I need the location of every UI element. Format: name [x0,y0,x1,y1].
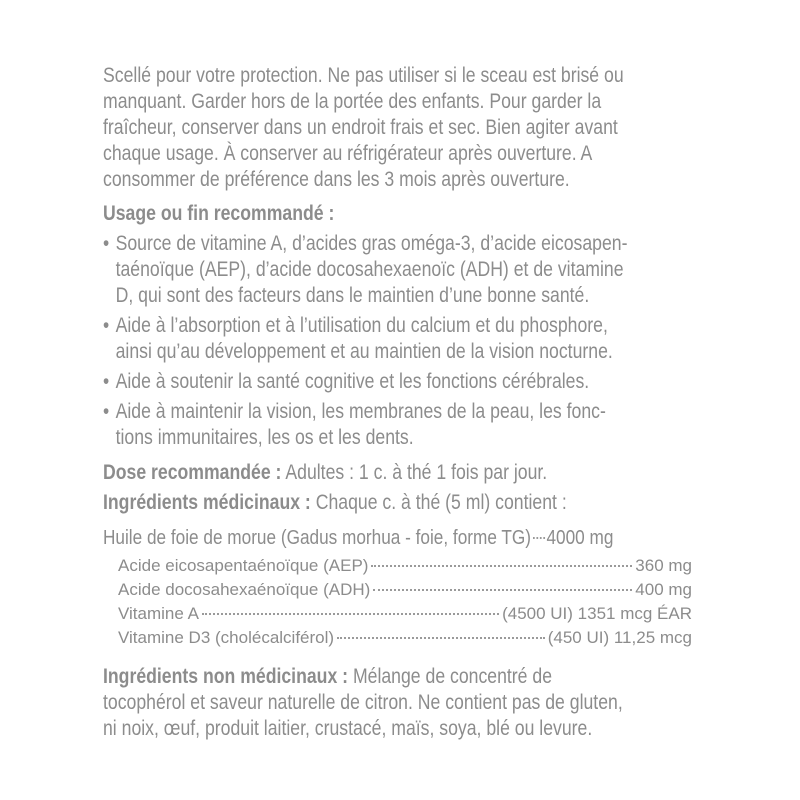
bullet-line: Aide à soutenir la santé cognitive et les fonctions cérébrales. [115,370,590,393]
dose-line [103,460,607,486]
warning-line: manquant. Garder hors de la portée des enfants. Pour garder la [103,90,602,113]
dot-leader [533,537,545,539]
dot-leader [337,637,545,639]
bullet-icon: • [103,370,110,393]
non-medicinal-line: ni noix, œuf, produit laitier, crustacé, maïs, soya, blé ou levure. [103,717,593,740]
bullet-icon: • [103,232,110,255]
main-ingredient-name: Huile de foie de morue (Gadus morhua - foie, forme TG) [103,527,531,549]
sub-ingredient-name: Acide eicosapentaénoïque (AEP) [118,556,369,575]
non-medicinal-text: Mélange de concentré de [352,665,553,688]
main-ingredient-row [103,525,693,551]
bullet-line: Source de vitamine A, d’acides gras oméga-3, d’acide eicosapen- [115,232,628,255]
bullet-line: Aide à maintenir la vision, les membranes de la peau, les fonc- [115,400,606,423]
medicinal-line [103,490,607,516]
sub-ingredient-row [118,555,692,577]
sub-ingredient-amount: (450 UI) 11,25 mcg [547,628,692,647]
medicinal-heading: Ingrédients médicinaux : [103,491,311,514]
usage-bullet [103,231,628,309]
sub-ingredient-row [118,579,692,601]
sub-ingredient-amount: 360 mg [635,556,692,575]
warning-paragraph [103,63,624,193]
bullet-line: Aide à l’absorption et à l’utilisation du calcium et du phosphore, [115,314,608,337]
non-medicinal-paragraph [103,664,623,742]
non-medicinal-heading: Ingrédients non médicinaux : [103,665,349,688]
bullet-line: taénoïque (AEP), d’acide docosahexaenoïc (ADH) et de vitamine [115,258,624,281]
bullet-line: D, qui sont des facteurs dans le maintien d’une bonne santé. [115,284,590,307]
sub-ingredient-name: Vitamine A [118,604,199,623]
dot-leader [202,613,499,615]
non-medicinal-line [103,664,607,690]
dose-heading: Dose recommandée : [103,461,282,484]
main-ingredient-amount: 4000 mg [546,527,614,549]
usage-heading: Usage ou fin recommandé : [103,202,335,225]
sub-ingredient-row [118,603,692,625]
bullet-line: tions immunitaires, les os et les dents. [115,426,414,449]
sub-ingredient-name: Vitamine D3 (cholécalciférol) [118,628,335,647]
warning-line: fraîcheur, conserver dans un endroit frais et sec. Bien agiter avant [103,116,618,139]
usage-bullet [103,399,607,451]
warning-line: consommer de préférence dans les 3 mois après ouverture. [103,168,570,191]
sub-ingredient-name: Acide docosahexaénoïque (ADH) [118,580,371,599]
usage-bullet [103,313,613,365]
usage-bullet-list [103,231,628,451]
non-medicinal-line: tocophérol et saveur naturelle de citron. Ne contient pas de gluten, [103,691,623,714]
sub-ingredient-amount: (4500 UI) 1351 mcg ÉAR [502,604,692,623]
bullet-line: ainsi qu’au développement et au maintien de la vision nocturne. [115,340,613,363]
warning-line: Scellé pour votre protection. Ne pas utiliser si le sceau est brisé ou [103,64,624,87]
bullet-icon: • [103,400,110,423]
dot-leader [373,589,632,591]
sub-ingredient-row [118,627,692,649]
dose-text: Adultes : 1 c. à thé 1 fois par jour. [285,461,548,484]
medicinal-text: Chaque c. à thé (5 ml) contient : [315,491,567,514]
usage-bullet [103,369,607,395]
bullet-icon: • [103,314,110,337]
dot-leader [371,565,632,567]
warning-line: chaque usage. À conserver au réfrigérateur après ouverture. A [103,142,593,165]
sub-ingredient-amount: 400 mg [635,580,692,599]
